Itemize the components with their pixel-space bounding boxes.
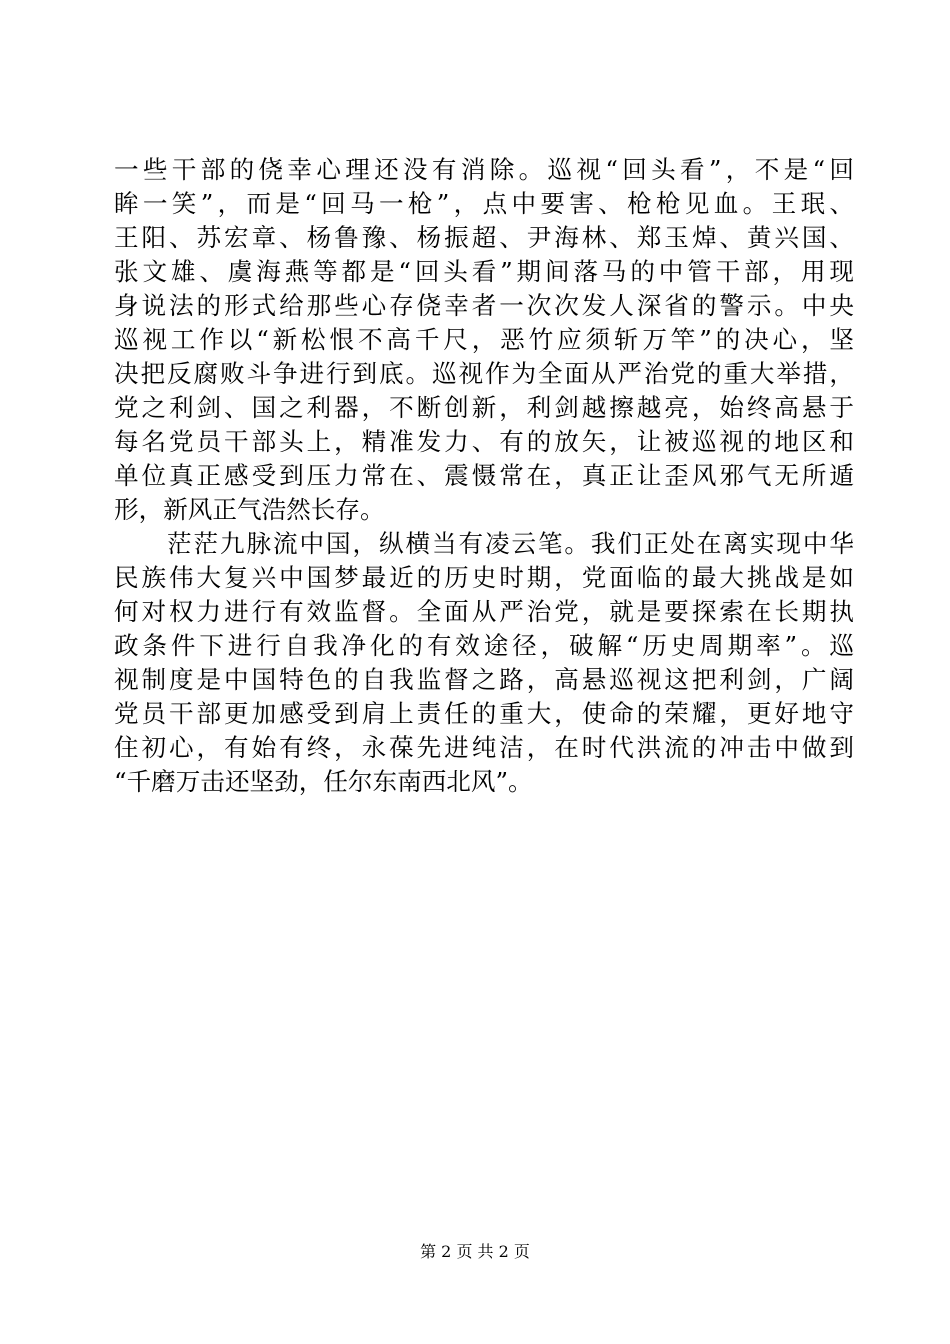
text-line: 决把反腐败斗争进行到底。巡视作为全面从严治党的重大举措， [114,359,854,388]
text-line: “千磨万击还坚劲，任尔东南西北风”。 [114,767,533,796]
page-footer: 第 2 页 共 2 页 [420,1242,530,1261]
text-line: 巡视工作以“新松恨不高千尺，恶竹应须斩万竿”的决心，坚 [114,325,854,354]
text-line: 一些干部的侥幸心理还没有消除。巡视“回头看”，不是“回 [114,155,854,184]
text-line: 每名党员干部头上，精准发力、有的放矢，让被巡视的地区和 [114,427,854,456]
text-line: 形，新风正气浩然长存。 [114,495,385,524]
text-line: 茫茫九脉流中国，纵横当有凌云笔。我们正处在离实现中华 [114,529,854,558]
text-line: 政条件下进行自我净化的有效途径，破解“历史周期率”。巡 [114,631,854,660]
text-line: 民族伟大复兴中国梦最近的历史时期，党面临的最大挑战是如 [114,563,854,592]
text-line: 住初心，有始有终，永葆先进纯洁，在时代洪流的冲击中做到 [114,733,854,762]
text-line: 党员干部更加感受到肩上责任的重大，使命的荣耀，更好地守 [114,699,854,728]
text-line: 视制度是中国特色的自我监督之路，高悬巡视这把利剑，广阔 [114,665,854,694]
paragraph-2 [114,527,854,799]
text-line: 张文雄、虞海燕等都是“回头看”期间落马的中管干部，用现 [114,257,854,286]
body-text [114,153,854,799]
text-line: 身说法的形式给那些心存侥幸者一次次发人深省的警示。中央 [114,291,854,320]
text-line: 眸一笑”，而是“回马一枪”，点中要害、枪枪见血。王珉、 [114,189,854,218]
text-line: 单位真正感受到压力常在、震慑常在，真正让歪风邪气无所遁 [114,461,854,490]
paragraph-1 [114,153,854,527]
text-line: 王阳、苏宏章、杨鲁豫、杨振超、尹海林、郑玉焯、黄兴国、 [114,223,854,252]
text-line: 何对权力进行有效监督。全面从严治党，就是要探索在长期执 [114,597,854,626]
text-line: 党之利剑、国之利器，不断创新，利剑越擦越亮，始终高悬于 [114,393,854,422]
